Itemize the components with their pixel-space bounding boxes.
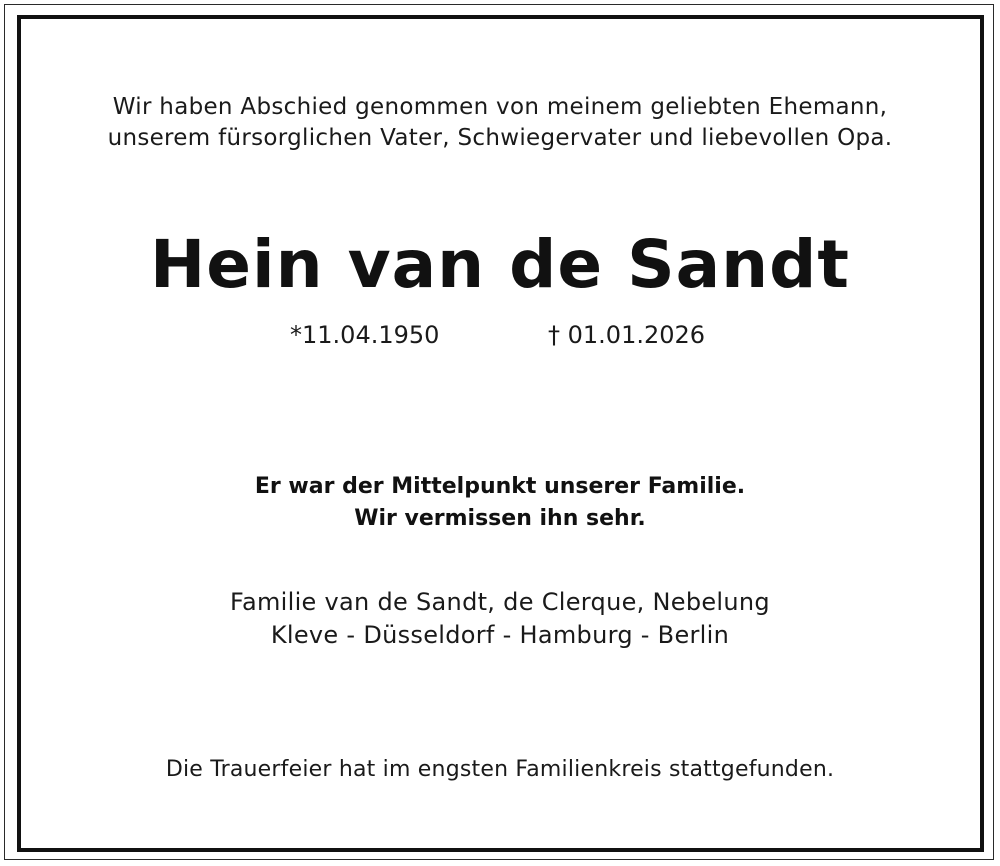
quote-line-2: Wir vermissen ihn sehr. xyxy=(354,506,646,531)
deceased-name: Hein van de Sandt xyxy=(150,226,850,303)
intro-line-2: unserem fürsorglichen Vater, Schwiegervater und liebevollen Opa. xyxy=(107,125,893,151)
intro-line-1: Wir haben Abschied genommen von meinem geliebten Ehemann, xyxy=(112,94,888,120)
quote-line-1: Er war der Mittelpunkt unserer Familie. xyxy=(254,474,746,499)
death-date: † 01.01.2026 xyxy=(548,321,706,349)
family-cities: Kleve - Düsseldorf - Hamburg - Berlin xyxy=(270,621,730,649)
birth-date: *11.04.1950 xyxy=(290,321,440,349)
life-dates xyxy=(0,318,1000,352)
family-names: Familie van de Sandt, de Clerque, Nebelung xyxy=(230,588,770,616)
funeral-note: Die Trauerfeier hat im engsten Familienkreis stattgefunden. xyxy=(165,757,835,782)
